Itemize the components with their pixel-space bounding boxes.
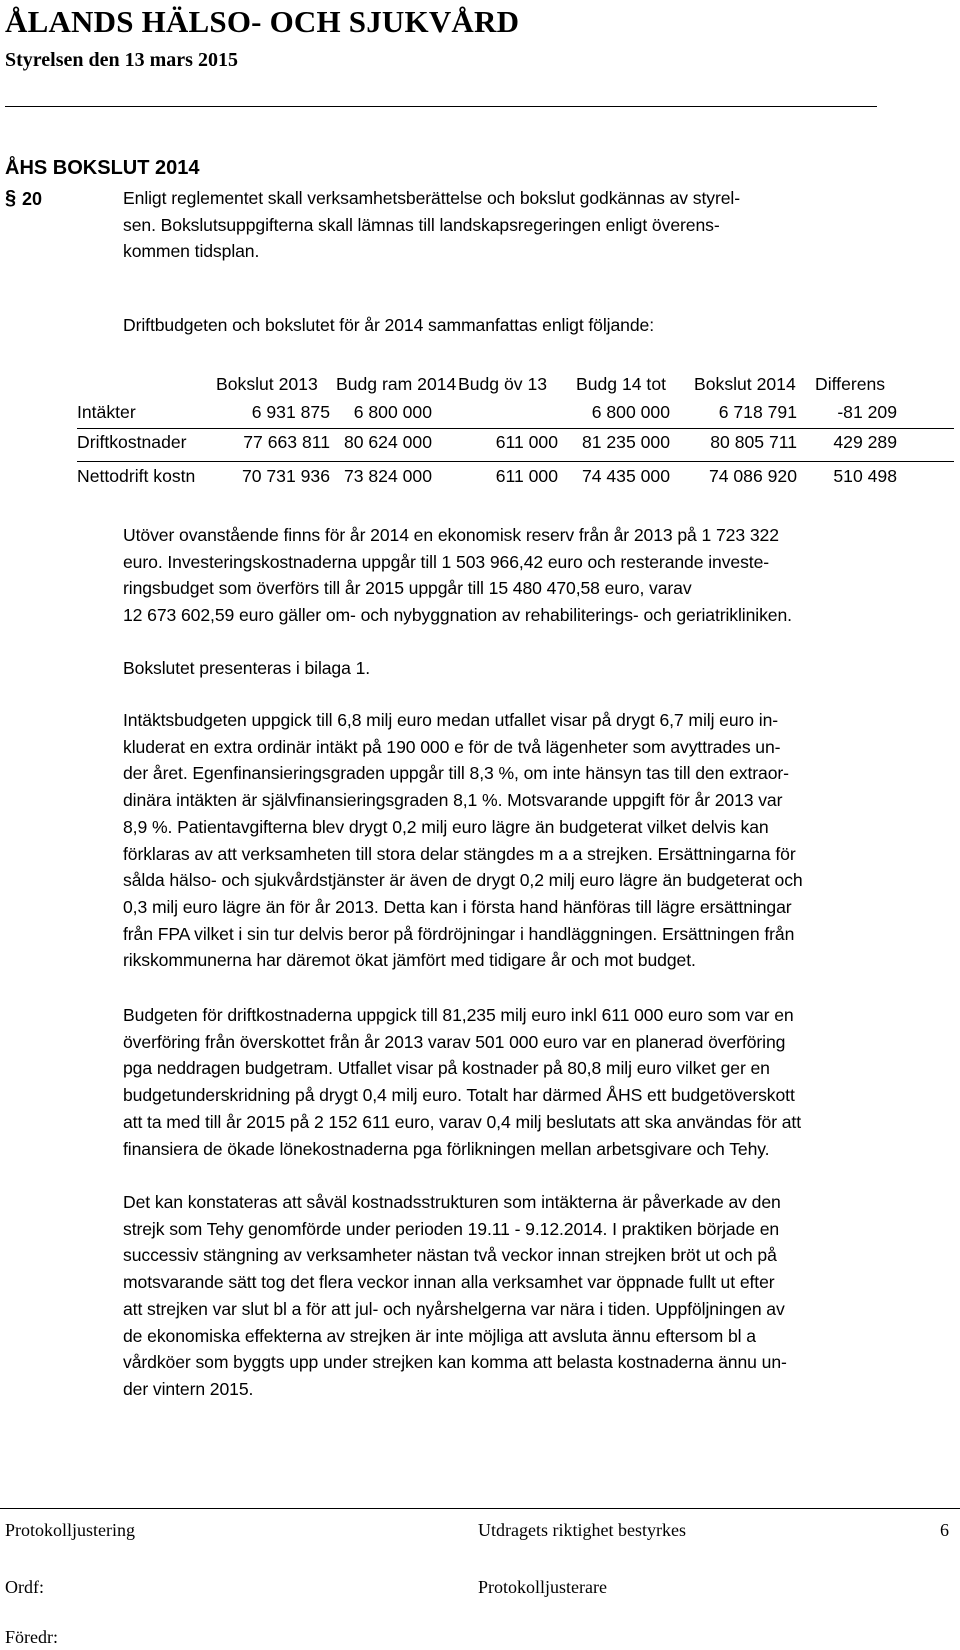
table-cell: 6 800 000 bbox=[591, 402, 670, 422]
text-line: der vintern 2015. bbox=[123, 1378, 254, 1399]
text-line: Driftbudgeten och bokslutet för år 2014 sammanfattas enligt följande: bbox=[123, 315, 655, 335]
text-line: kluderat en extra ordinär intäkt på 190 000 e för de två lägenheter som avyttrades un- bbox=[123, 736, 781, 757]
fored-label: Föredr: bbox=[5, 1627, 58, 1647]
table-cell: 429 289 bbox=[833, 432, 897, 452]
protokolljusterare-label: Protokolljusterare bbox=[478, 1577, 607, 1597]
attachment-note bbox=[123, 655, 960, 682]
strike-paragraph bbox=[123, 1189, 960, 1403]
table-cell: 611 000 bbox=[495, 432, 558, 452]
page-number: 6 bbox=[940, 1520, 949, 1540]
text-line: rikskommunerna har däremot ökat jämfört med tidigare år och mot budget. bbox=[123, 950, 696, 971]
table-cell: 510 498 bbox=[833, 466, 897, 486]
text-line: sen. Bokslutsuppgifterna skall lämnas till landskapsregeringen enligt överens- bbox=[123, 214, 720, 235]
text-line: de ekonomiska effekterna av strejken är inte möjliga att avsluta ännu eftersom bl a bbox=[123, 1325, 756, 1346]
section-sign: § bbox=[5, 187, 17, 209]
text-line: från FPA vilket i sin tur delvis beror på fördröjningar i handläggningen. Ersättningen från bbox=[123, 923, 795, 944]
ordf-label: Ordf: bbox=[5, 1577, 44, 1597]
table-cell: 6 931 875 bbox=[251, 402, 330, 422]
section-title: ÅHS BOKSLUT 2014 bbox=[5, 157, 200, 179]
row-divider bbox=[77, 461, 954, 462]
header-divider bbox=[5, 106, 877, 107]
table-cell: -81 209 bbox=[837, 402, 897, 422]
column-header: Budg öv 13 bbox=[458, 374, 548, 394]
reserve-paragraph bbox=[123, 522, 960, 629]
text-line: förklaras av att verksamheten till stora delar stängdes m a a strejken. Ersättningarna för bbox=[123, 843, 796, 864]
table-cell: 6 800 000 bbox=[353, 402, 432, 422]
row-label: Driftkostnader bbox=[77, 432, 187, 452]
text-line: ringsbudget som överförs till år 2015 uppgår till 15 480 470,58 euro, varav bbox=[123, 578, 692, 599]
text-line: budgetunderskridning på drygt 0,4 milj euro. Totalt har därmed ÅHS ett budgetöverskott bbox=[123, 1085, 795, 1106]
text-line: dinära intäkten är självfinansieringsgraden 8,1 %. Motsvarande uppgift för år 2013 var bbox=[123, 790, 783, 811]
text-line: att strejken var slut bl a för att jul- och nyårshelgerna var nära i tiden. Uppföljningen av bbox=[123, 1298, 785, 1319]
text-line: pga neddragen budgetram. Utfallet visar på kostnader på 80,8 milj euro vilket ger en bbox=[123, 1058, 770, 1079]
table-cell: 73 824 000 bbox=[343, 466, 432, 486]
text-line: kommen tidsplan. bbox=[123, 241, 260, 262]
footer-protokolljustering: Protokolljustering bbox=[5, 1520, 135, 1540]
column-header: Bokslut 2013 bbox=[216, 374, 318, 394]
row-label: Nettodrift kostn bbox=[77, 466, 196, 486]
text-line: strejk som Tehy genomförde under perioden 19.11 - 9.12.2014. I praktiken började en bbox=[123, 1218, 780, 1239]
text-line: 12 673 602,59 euro gäller om- och nybyggnation av rehabiliterings- och geriatrikliniken. bbox=[123, 605, 792, 626]
text-line: der året. Egenfinansieringsgraden uppgår till 8,3 %, om inte hänsyn tas till den extraor- bbox=[123, 763, 789, 784]
row-label: Intäkter bbox=[77, 402, 136, 422]
organization-title: ÅLANDS HÄLSO- OCH SJUKVÅRD bbox=[5, 4, 520, 39]
text-line: sålda hälso- och sjukvårdstjänster är även de drygt 0,2 milj euro lägre än budgeterat och bbox=[123, 870, 803, 891]
column-header: Budg ram 2014 bbox=[336, 374, 457, 394]
summary-intro bbox=[123, 312, 960, 339]
column-header: Budg 14 tot bbox=[576, 374, 666, 394]
text-line: euro. Investeringskostnaderna uppgår till 1 503 966,42 euro och resterande investe- bbox=[123, 551, 770, 572]
meeting-date: Styrelsen den 13 mars 2015 bbox=[5, 49, 238, 71]
costs-paragraph bbox=[123, 1002, 960, 1162]
income-paragraph bbox=[123, 707, 960, 974]
text-line: Utöver ovanstående finns för år 2014 en ekonomisk reserv från år 2013 på 1 723 322 bbox=[123, 525, 779, 545]
column-header: Bokslut 2014 bbox=[694, 374, 796, 394]
item-number: 20 bbox=[22, 189, 43, 209]
text-line: att ta med till år 2015 på 2 152 611 euro, varav 0,4 milj beslutats att ska användas för att bbox=[123, 1111, 802, 1132]
text-line: motsvarande sätt tog det flera veckor innan alla verksamhet var öppnade fullt ut efter bbox=[123, 1272, 775, 1293]
table-cell: 74 086 920 bbox=[708, 466, 797, 486]
table-cell: 70 731 936 bbox=[241, 466, 330, 486]
table-cell: 81 235 000 bbox=[581, 432, 670, 452]
text-line: Bokslutet presenteras i bilaga 1. bbox=[123, 658, 371, 678]
table-cell: 611 000 bbox=[495, 466, 558, 486]
table-cell: 80 805 711 bbox=[710, 432, 797, 452]
column-header: Differens bbox=[815, 374, 886, 394]
text-line: överföring från överskottet från år 2013 varav 501 000 euro var en planerad överföring bbox=[123, 1031, 786, 1052]
text-line: Enligt reglementet skall verksamhetsberättelse och bokslut godkännas av styrel- bbox=[123, 188, 740, 208]
text-line: 0,3 milj euro lägre än för år 2013. Detta kan i första hand hänföras till lägre ersättningar bbox=[123, 896, 792, 917]
text-line: vårdköer som byggts upp under strejken kan komma att belasta kostnaderna ännu un- bbox=[123, 1352, 787, 1373]
text-line: 8,9 %. Patientavgifterna blev drygt 0,2 milj euro lägre än budgeterat vilket delvis kan bbox=[123, 816, 769, 837]
table-cell: 74 435 000 bbox=[581, 466, 670, 486]
text-line: Budgeten för driftkostnaderna uppgick till 81,235 milj euro inkl 611 000 euro som var en bbox=[123, 1005, 794, 1025]
intro-paragraph bbox=[123, 185, 960, 265]
footer-certification: Utdragets riktighet bestyrkes bbox=[478, 1520, 686, 1540]
table-cell: 80 624 000 bbox=[343, 432, 432, 452]
text-line: Det kan konstateras att såväl kostnadsstrukturen som intäkterna är påverkade av den bbox=[123, 1192, 781, 1212]
footer-divider bbox=[0, 1508, 960, 1509]
text-line: finansiera de ökade lönekostnaderna pga förlikningen mellan arbetsgivare och Tehy. bbox=[123, 1138, 770, 1159]
text-line: Intäktsbudgeten uppgick till 6,8 milj euro medan utfallet visar på drygt 6,7 milj euro in- bbox=[123, 710, 779, 730]
row-divider bbox=[77, 428, 954, 429]
table-cell: 6 718 791 bbox=[718, 402, 797, 422]
table-cell: 77 663 811 bbox=[243, 432, 330, 452]
text-line: successiv stängning av verksamheter nästan två veckor innan strejken bröt ut och på bbox=[123, 1245, 777, 1266]
